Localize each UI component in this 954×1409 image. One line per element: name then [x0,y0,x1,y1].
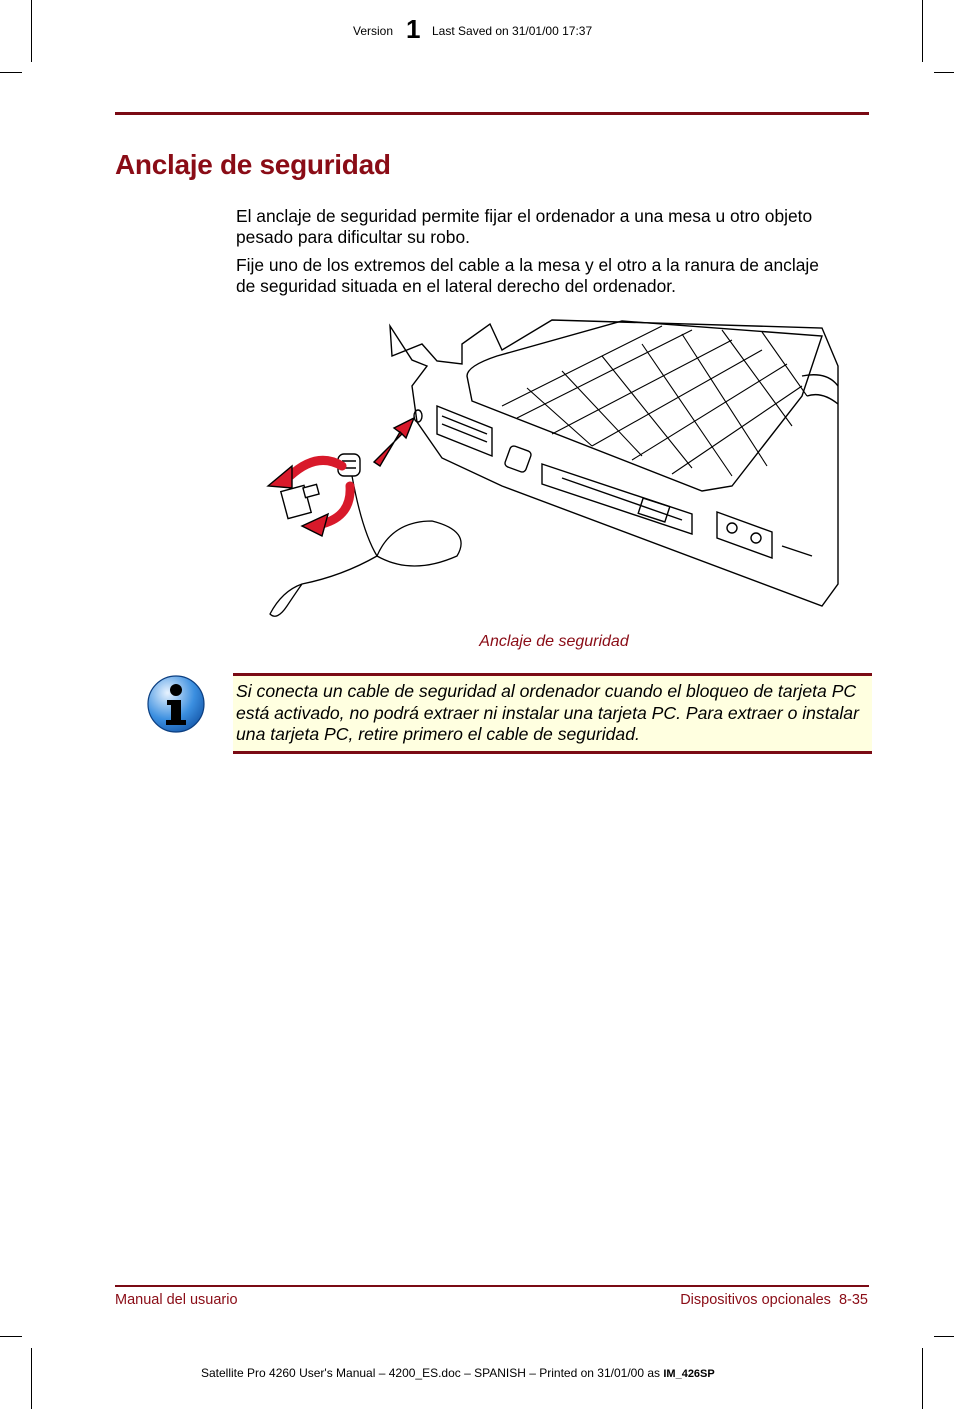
info-icon [146,674,206,734]
crop-mark [31,0,32,62]
last-saved: Last Saved on 31/01/00 17:37 [432,24,593,38]
laptop-security-lock-illustration [262,316,842,622]
page-title: Anclaje de seguridad [115,149,391,180]
print-line [201,1366,715,1380]
version-label: Version [353,24,394,38]
crop-mark [922,1348,923,1409]
crop-mark [0,72,22,73]
crop-mark [934,1336,954,1337]
version-number: 1 [406,14,421,44]
crop-mark [922,0,923,62]
top-rule [115,112,869,115]
footer-left: Manual del usuario [115,1292,238,1308]
note-text: Si conecta un cable de seguridad al ordenador cuando el bloqueo de tarjeta PC está activado, no podrá extraer ni instalar una tarjeta PC. Para extraer o instalar una tarjeta PC, retire primero el cable de seguridad. [236,681,859,744]
crop-mark [31,1348,32,1409]
paragraph: El anclaje de seguridad permite fijar el ordenador a una mesa u otro objeto pesado para dificultar su robo. [236,206,813,247]
paragraph: Fije uno de los extremos del cable a la mesa y el otro a la ranura de anclaje de seguridad situada en el lateral derecho del ordenador. [236,255,819,296]
bottom-rule [115,1285,869,1287]
crop-mark [934,72,954,73]
footer-right: Dispositivos opcionales 8-35 [680,1292,868,1308]
figure-caption: Anclaje de seguridad [479,633,629,650]
print-text: Satellite Pro 4260 User's Manual – 4200_ES.doc – SPANISH – Printed on 31/01/00 as [201,1366,661,1380]
crop-mark [0,1336,22,1337]
print-code: IM_426SP [663,1368,715,1380]
